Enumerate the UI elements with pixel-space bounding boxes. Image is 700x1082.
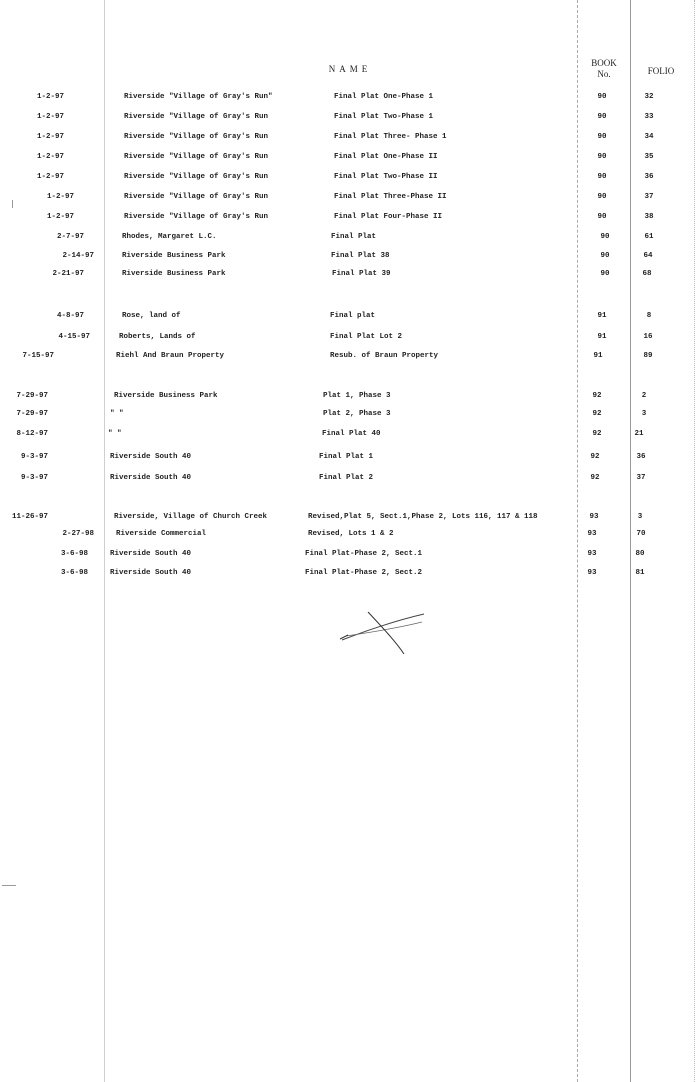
entry-description: Final Plat Two-Phase 1: [334, 113, 434, 121]
ledger-row: [0, 453, 700, 467]
entry-folio: 3: [641, 410, 647, 418]
ledger-row: [0, 513, 700, 527]
entry-folio: 2: [641, 392, 647, 400]
entry-name: " ": [110, 410, 124, 418]
entry-name: Riverside "Village of Gray's Run: [124, 213, 269, 221]
entry-folio: 21: [634, 430, 644, 438]
entry-folio: 34: [644, 133, 654, 141]
entry-date: 2-21-97: [52, 270, 84, 278]
entry-book: 90: [597, 153, 607, 161]
ledger-row: [0, 550, 700, 564]
entry-folio: 38: [644, 213, 654, 221]
entry-book: 92: [592, 392, 602, 400]
ledger-row: [0, 93, 700, 107]
entry-folio: 33: [644, 113, 654, 121]
entry-description: Final Plat One-Phase 1: [334, 93, 434, 101]
name-column-header: NAME: [328, 64, 372, 74]
entry-folio: 16: [643, 333, 653, 341]
entry-description: Revised,Plat 5, Sect.1,Phase 2, Lots 116, 117 & 118: [308, 513, 538, 521]
entry-description: Final Plat One-Phase II: [334, 153, 438, 161]
ledger-row: [0, 193, 700, 207]
entry-date: 1-2-97: [46, 213, 74, 221]
entry-book: 93: [589, 513, 599, 521]
entry-description: Final Plat Three-Phase II: [334, 193, 447, 201]
ledger-row: [0, 213, 700, 227]
entry-name: Riverside Business Park: [122, 270, 226, 278]
entry-date: 1-2-97: [36, 113, 64, 121]
entry-date: 7-29-97: [16, 392, 48, 400]
entry-name: Riverside South 40: [110, 453, 192, 461]
entry-folio: 36: [644, 173, 654, 181]
entry-date: 4-15-97: [58, 333, 90, 341]
entry-name: Riverside Business Park: [122, 252, 226, 260]
ledger-row: [0, 173, 700, 187]
entry-folio: 81: [635, 569, 645, 577]
entry-name: Riverside "Village of Gray's Run": [124, 93, 273, 101]
entry-date: 3-6-98: [60, 569, 88, 577]
entry-description: Final Plat-Phase 2, Sect.1: [305, 550, 423, 558]
entry-folio: 8: [646, 312, 652, 320]
entry-book: 90: [597, 173, 607, 181]
entry-date: 1-2-97: [36, 93, 64, 101]
entry-description: Final Plat: [331, 233, 377, 241]
folio-column-header: FOLIO: [647, 66, 675, 76]
entry-description: Final Plat 38: [331, 252, 390, 260]
entry-folio: 80: [635, 550, 645, 558]
entry-folio: 68: [642, 270, 652, 278]
entry-description: Final Plat 1: [319, 453, 374, 461]
ledger-row: [0, 312, 700, 326]
entry-book: 92: [590, 453, 600, 461]
entry-name: Roberts, Lands of: [119, 333, 196, 341]
entry-date: 11-26-97: [11, 513, 48, 521]
entry-description: Final Plat Two-Phase II: [334, 173, 438, 181]
entry-name: " ": [108, 430, 122, 438]
ledger-row: [0, 569, 700, 583]
entry-name: Riverside "Village of Gray's Run: [124, 193, 269, 201]
entry-book: 90: [600, 252, 610, 260]
entry-description: Final Plat Four-Phase II: [334, 213, 443, 221]
entry-description: Final plat: [330, 312, 376, 320]
entry-folio: 37: [636, 474, 646, 482]
entry-book: 92: [590, 474, 600, 482]
entry-book: 92: [592, 410, 602, 418]
ledger-row: [0, 410, 700, 424]
entry-date: 9-3-97: [20, 474, 48, 482]
entry-folio: 64: [643, 252, 653, 260]
entry-book: 93: [587, 569, 597, 577]
entry-description: Revised, Lots 1 & 2: [308, 530, 394, 538]
signature-mark: [338, 606, 428, 658]
entry-folio: 61: [644, 233, 654, 241]
entry-description: Resub. of Braun Property: [330, 352, 439, 360]
entry-date: 2-7-97: [56, 233, 84, 241]
entry-date: 1-2-97: [36, 153, 64, 161]
entry-date: 9-3-97: [20, 453, 48, 461]
entry-name: Riverside South 40: [110, 569, 192, 577]
entry-date: 7-29-97: [16, 410, 48, 418]
entry-name: Riehl And Braun Property: [116, 352, 225, 360]
entry-description: Final Plat 40: [322, 430, 381, 438]
entry-description: Final Plat-Phase 2, Sect.2: [305, 569, 423, 577]
entry-name: Riverside "Village of Gray's Run: [124, 133, 269, 141]
book-column-header: [584, 58, 624, 80]
entry-folio: 3: [637, 513, 643, 521]
entry-book: 90: [600, 270, 610, 278]
entry-book: 90: [597, 133, 607, 141]
ledger-row: [0, 333, 700, 347]
entry-book: 90: [600, 233, 610, 241]
entry-description: Final Plat Lot 2: [330, 333, 403, 341]
ledger-row: [0, 113, 700, 127]
entry-name: Riverside Business Park: [114, 392, 218, 400]
entry-description: Final Plat 2: [319, 474, 374, 482]
entry-folio: 36: [636, 453, 646, 461]
entry-date: 1-2-97: [36, 133, 64, 141]
ledger-row: [0, 153, 700, 167]
entry-date: 3-6-98: [60, 550, 88, 558]
entry-book: 93: [587, 550, 597, 558]
entry-name: Riverside South 40: [110, 474, 192, 482]
entry-name: Rose, land of: [122, 312, 181, 320]
entry-description: Plat 1, Phase 3: [323, 392, 391, 400]
book-header-line1: BOOK: [591, 58, 617, 68]
entry-folio: 32: [644, 93, 654, 101]
entry-date: 2-14-97: [62, 252, 94, 260]
entry-folio: 37: [644, 193, 654, 201]
entry-book: 90: [597, 113, 607, 121]
entry-folio: 70: [636, 530, 646, 538]
ledger-row: [0, 252, 700, 266]
entry-name: Riverside Commercial: [116, 530, 207, 538]
entry-book: 92: [592, 430, 602, 438]
ledger-row: [0, 392, 700, 406]
entry-description: Final Plat Three- Phase 1: [334, 133, 447, 141]
margin-mark: [12, 200, 13, 208]
entry-folio: 89: [643, 352, 653, 360]
entry-description: Final Plat 39: [332, 270, 391, 278]
ledger-row: [0, 270, 700, 284]
ledger-row: [0, 430, 700, 444]
entry-book: 90: [597, 193, 607, 201]
entry-folio: 35: [644, 153, 654, 161]
entry-book: 91: [593, 352, 603, 360]
entry-date: 1-2-97: [46, 193, 74, 201]
entry-book: 91: [597, 312, 607, 320]
margin-mark: [2, 885, 16, 886]
entry-name: Riverside "Village of Gray's Run: [124, 173, 269, 181]
entry-date: 4-8-97: [56, 312, 84, 320]
ledger-row: [0, 352, 700, 366]
ledger-row: [0, 133, 700, 147]
entry-book: 91: [597, 333, 607, 341]
ledger-row: [0, 530, 700, 544]
book-header-line2: No.: [597, 69, 611, 79]
entry-book: 90: [597, 213, 607, 221]
entry-description: Plat 2, Phase 3: [323, 410, 391, 418]
entry-date: 8-12-97: [16, 430, 48, 438]
entry-name: Riverside, Village of Church Creek: [114, 513, 268, 521]
entry-name: Riverside "Village of Gray's Run: [124, 153, 269, 161]
ledger-row: [0, 474, 700, 488]
entry-book: 90: [597, 93, 607, 101]
entry-date: 2-27-98: [62, 530, 94, 538]
entry-name: Riverside South 40: [110, 550, 192, 558]
ledger-row: [0, 233, 700, 247]
entry-date: 7-15-97: [22, 352, 54, 360]
entry-name: Rhodes, Margaret L.C.: [122, 233, 217, 241]
entry-date: 1-2-97: [36, 173, 64, 181]
entry-name: Riverside "Village of Gray's Run: [124, 113, 269, 121]
entry-book: 93: [587, 530, 597, 538]
